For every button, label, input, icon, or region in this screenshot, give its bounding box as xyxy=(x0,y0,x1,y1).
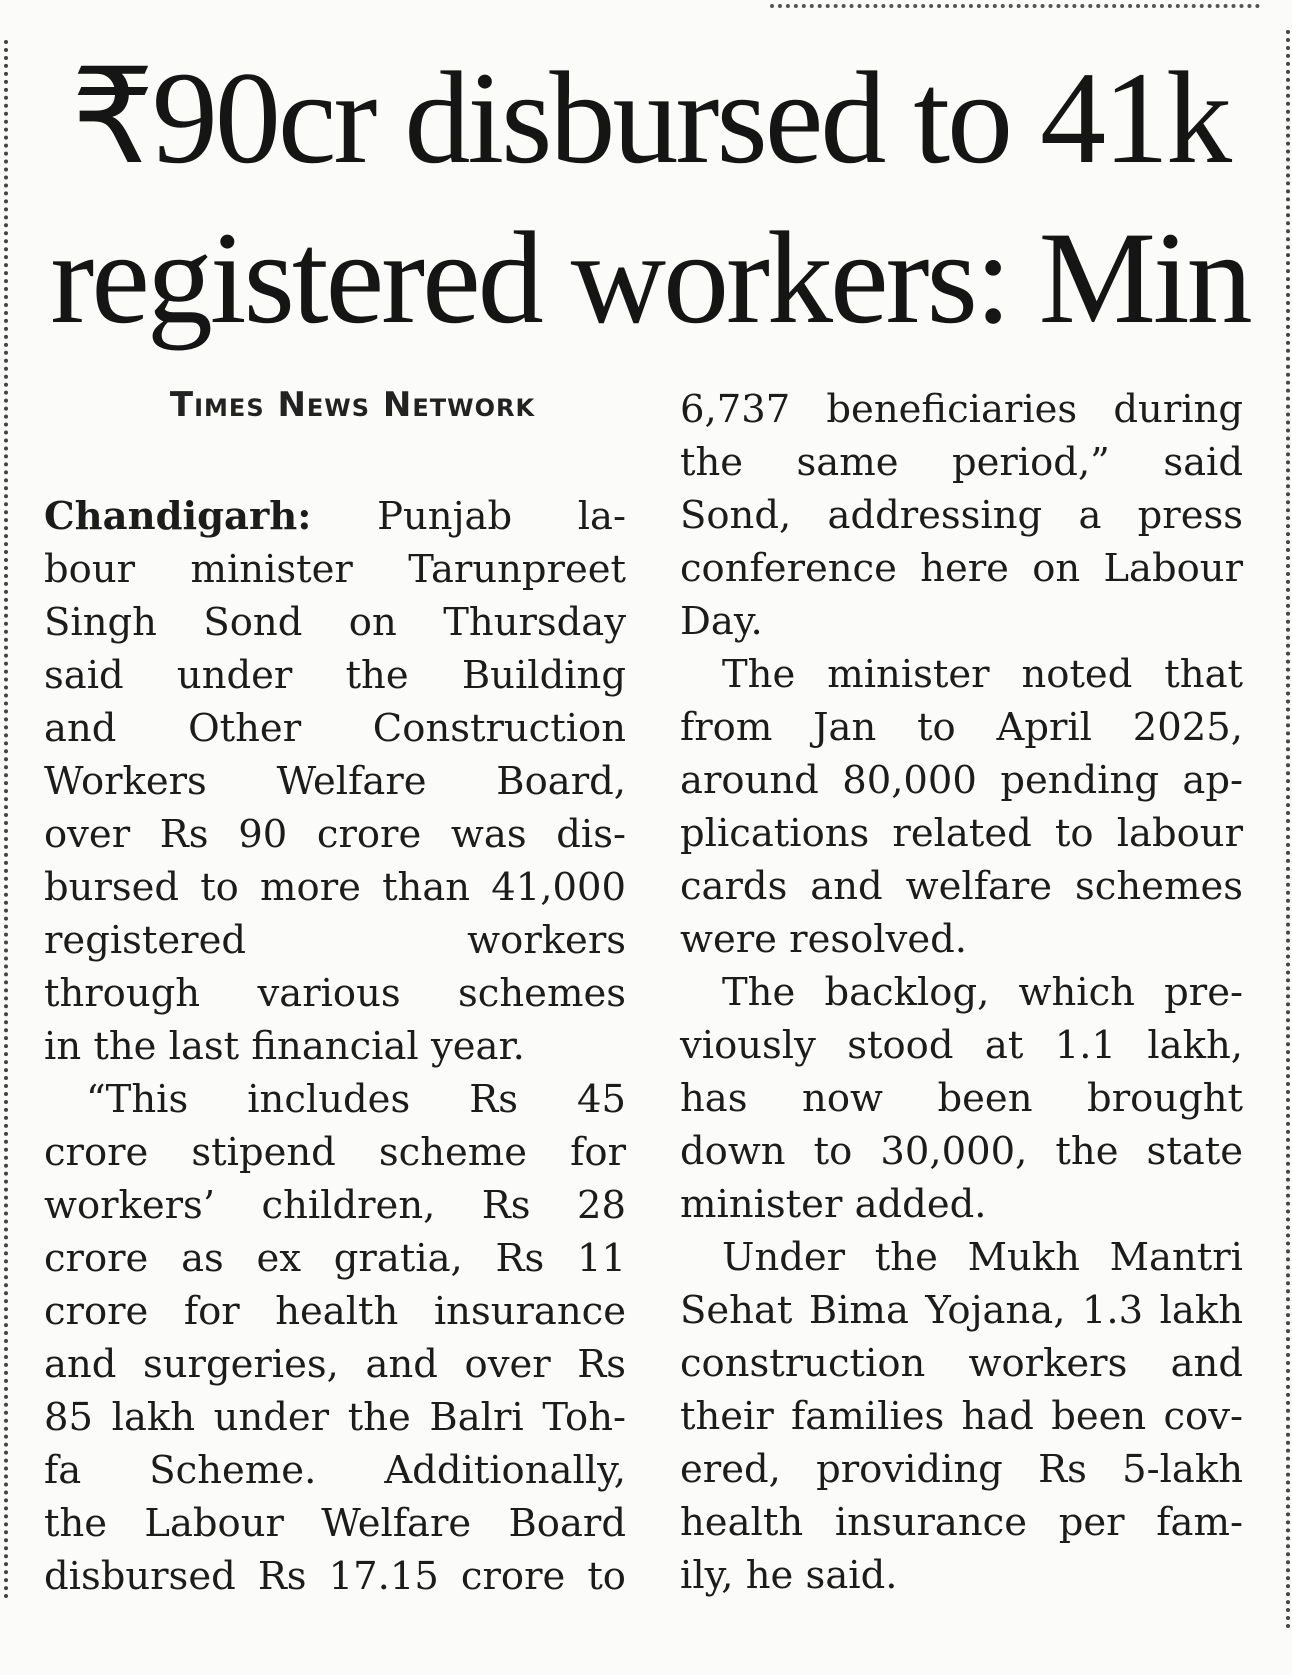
line-text: bour minister Tarunpreet xyxy=(44,547,626,592)
right-column-line xyxy=(680,860,1243,913)
line-text: Sehat Bima Yojana, 1.3 lakh xyxy=(680,1288,1243,1333)
right-column-line xyxy=(680,648,1243,701)
dotted-cut-border-top xyxy=(770,4,1260,8)
headline-line-1: ₹90cr disbursed to 41k xyxy=(70,44,1230,191)
left-column-line xyxy=(44,1126,626,1179)
line-text: The minister noted that xyxy=(722,652,1243,697)
right-column-line xyxy=(680,1496,1243,1549)
line-text: crore as ex gratia, Rs 11 xyxy=(44,1236,626,1281)
right-column-line xyxy=(680,807,1243,860)
line-text: down to 30,000, the state xyxy=(680,1129,1243,1174)
line-text: Workers Welfare Board, xyxy=(44,759,626,804)
left-column-line xyxy=(44,755,626,808)
right-column-line xyxy=(680,436,1243,489)
left-column-line xyxy=(44,1073,626,1126)
right-column-line xyxy=(680,966,1243,1019)
right-column-line xyxy=(680,595,1243,648)
left-column-line xyxy=(44,596,626,649)
right-column-line xyxy=(680,1549,1243,1602)
line-text: cards and welfare schemes xyxy=(680,864,1243,909)
line-text: Singh Sond on Thursday xyxy=(44,600,626,645)
line-text: The backlog, which pre- xyxy=(722,970,1243,1015)
right-column-line xyxy=(680,1072,1243,1125)
line-text: the same period,” said xyxy=(680,440,1243,485)
line-text: viously stood at 1.1 lakh, xyxy=(680,1023,1243,1068)
left-column-line xyxy=(44,1020,626,1073)
line-text: plications related to labour xyxy=(680,811,1243,856)
right-column-line xyxy=(680,913,1243,966)
line-text: health insurance per fam- xyxy=(680,1500,1243,1545)
line-text: and Other Construction xyxy=(44,706,626,751)
article-column-left xyxy=(44,490,626,1603)
line-text: crore stipend scheme for xyxy=(44,1130,626,1175)
line-text: disbursed Rs 17.15 crore to xyxy=(44,1554,626,1599)
left-column-line xyxy=(44,702,626,755)
line-text: bursed to more than 41,000 xyxy=(44,865,626,910)
line-text: through various schemes xyxy=(44,971,626,1016)
left-column-line xyxy=(44,543,626,596)
left-column-line xyxy=(44,1550,626,1603)
left-column-line xyxy=(44,861,626,914)
headline-line-2: registered workers: Min xyxy=(50,204,1250,351)
line-text: over Rs 90 crore was dis- xyxy=(44,812,626,857)
right-column-line xyxy=(680,1019,1243,1072)
line-text: conference here on Labour xyxy=(680,546,1243,591)
left-column-line xyxy=(44,914,626,967)
line-text: 6,737 beneficiaries during xyxy=(680,387,1243,432)
right-column-line xyxy=(680,754,1243,807)
line-text: Sond, addressing a press xyxy=(680,493,1243,538)
left-column-line xyxy=(44,649,626,702)
right-column-line xyxy=(680,1443,1243,1496)
left-column-line xyxy=(44,1232,626,1285)
left-column-line xyxy=(44,1497,626,1550)
line-text: Under the Mukh Mantri xyxy=(722,1235,1243,1280)
dateline: Chandigarh: xyxy=(44,494,312,539)
line-text: fa Scheme. Additionally, xyxy=(44,1448,626,1493)
right-column-line xyxy=(680,1125,1243,1178)
right-column-line xyxy=(680,489,1243,542)
right-column-line xyxy=(680,383,1243,436)
right-column-line xyxy=(680,1178,1243,1231)
right-column-line xyxy=(680,1284,1243,1337)
line-text: minister added. xyxy=(680,1182,987,1227)
headline xyxy=(40,38,1260,358)
line-text: registered workers xyxy=(44,918,626,963)
line-text: Day. xyxy=(680,599,763,644)
line-text: from Jan to April 2025, xyxy=(680,705,1243,750)
line-text: and surgeries, and over Rs xyxy=(44,1342,626,1387)
line-text: the Labour Welfare Board xyxy=(44,1501,626,1546)
left-column-line xyxy=(44,808,626,861)
line-text: said under the Building xyxy=(44,653,626,698)
line-text: were resolved. xyxy=(680,917,968,962)
line-text: 85 lakh under the Balri Toh- xyxy=(44,1395,626,1440)
line-text: workers’ children, Rs 28 xyxy=(44,1183,626,1228)
left-column-line xyxy=(44,1338,626,1391)
right-column-line xyxy=(680,1231,1243,1284)
dotted-cut-border-right xyxy=(1286,30,1290,1630)
right-column-line xyxy=(680,542,1243,595)
article-column-right xyxy=(680,383,1243,1602)
byline: Times News Network xyxy=(169,385,536,425)
right-column-line xyxy=(680,1337,1243,1390)
line-text: ered, providing Rs 5-lakh xyxy=(680,1447,1243,1492)
right-column-line xyxy=(680,1390,1243,1443)
left-column-line xyxy=(44,1391,626,1444)
left-column-line xyxy=(44,1179,626,1232)
line-text: construction workers and xyxy=(680,1341,1243,1386)
line-text: Punjab la- xyxy=(377,494,626,539)
left-column-line xyxy=(44,490,626,543)
right-column-line xyxy=(680,701,1243,754)
left-column-line xyxy=(44,1444,626,1497)
line-text: crore for health insurance xyxy=(44,1289,626,1334)
line-text: has now been brought xyxy=(680,1076,1243,1121)
line-text: around 80,000 pending ap- xyxy=(680,758,1243,803)
line-text: in the last financial year. xyxy=(44,1024,525,1069)
line-text: ily, he said. xyxy=(680,1553,898,1598)
dotted-cut-border-left xyxy=(4,40,8,1600)
line-text: their families had been cov- xyxy=(680,1394,1243,1439)
left-column-line xyxy=(44,1285,626,1338)
left-column-line xyxy=(44,967,626,1020)
line-text: “This includes Rs 45 xyxy=(86,1077,626,1122)
